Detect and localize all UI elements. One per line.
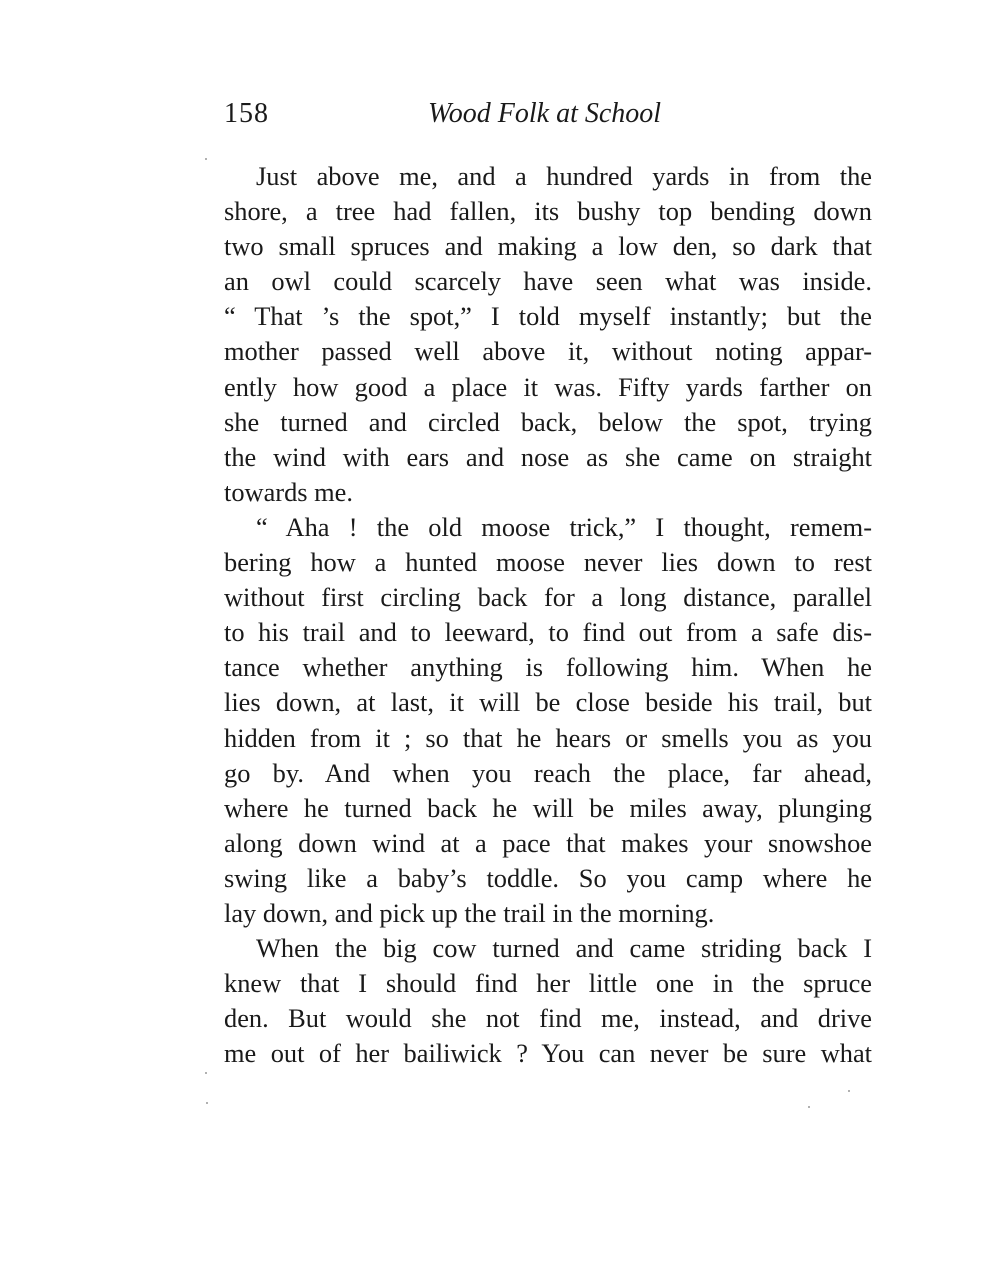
scan-speck [808, 1106, 810, 1108]
text-line: the wind with ears and nose as she came on straight [224, 441, 872, 472]
paragraph [224, 931, 872, 1071]
paragraph [224, 159, 872, 510]
text-line: along down wind at a pace that makes your snowshoe [224, 827, 872, 858]
text-line: without first circling back for a long distance, parallel [224, 582, 872, 613]
text-line: where he turned back he will be miles away, plunging [224, 792, 872, 823]
running-title: Wood Folk at School [428, 98, 662, 129]
text-line: she turned and circled back, below the spot, trying [224, 406, 872, 437]
page-header [224, 98, 872, 138]
page-number: 158 [224, 98, 269, 129]
text-line: to his trail and to leeward, to find out from a safe dis- [224, 617, 872, 648]
text-line: “ That ’s the spot,” I told myself instantly; but the [224, 301, 872, 332]
scan-speck [848, 1090, 850, 1092]
scan-speck [206, 1102, 208, 1104]
text-line: “ Aha ! the old moose trick,” I thought, remem- [256, 511, 872, 542]
text-line: knew that I should find her little one in the spruce [224, 968, 872, 999]
text-line: two small spruces and making a low den, so dark that [224, 231, 872, 262]
scan-speck [205, 158, 207, 160]
text-line: When the big cow turned and came striding back I [256, 933, 872, 964]
text-line: ently how good a place it was. Fifty yards farther on [224, 371, 872, 402]
text-line: lay down, and pick up the trail in the morning. [224, 897, 715, 928]
scan-speck [205, 1072, 207, 1074]
text-line: me out of her bailiwick ? You can never be sure what [224, 1038, 872, 1069]
text-line: mother passed well above it, without noting appar- [224, 336, 872, 367]
text-line: tance whether anything is following him. When he [224, 652, 872, 683]
text-line: Just above me, and a hundred yards in from the [256, 161, 872, 191]
body-text [224, 159, 872, 1071]
text-line: towards me. [224, 476, 353, 507]
text-line: lies down, at last, it will be close beside his trail, but [224, 687, 872, 718]
text-line: go by. And when you reach the place, far ahead, [224, 757, 872, 788]
paragraph [224, 510, 872, 931]
text-line: shore, a tree had fallen, its bushy top bending down [224, 196, 872, 227]
text-line: hidden from it ; so that he hears or smells you as you [224, 722, 872, 753]
text-line: den. But would she not find me, instead, and drive [224, 1003, 872, 1034]
text-line: bering how a hunted moose never lies down to rest [224, 547, 872, 578]
text-line: an owl could scarcely have seen what was inside. [224, 266, 872, 297]
text-line: swing like a baby’s toddle. So you camp where he [224, 862, 872, 893]
